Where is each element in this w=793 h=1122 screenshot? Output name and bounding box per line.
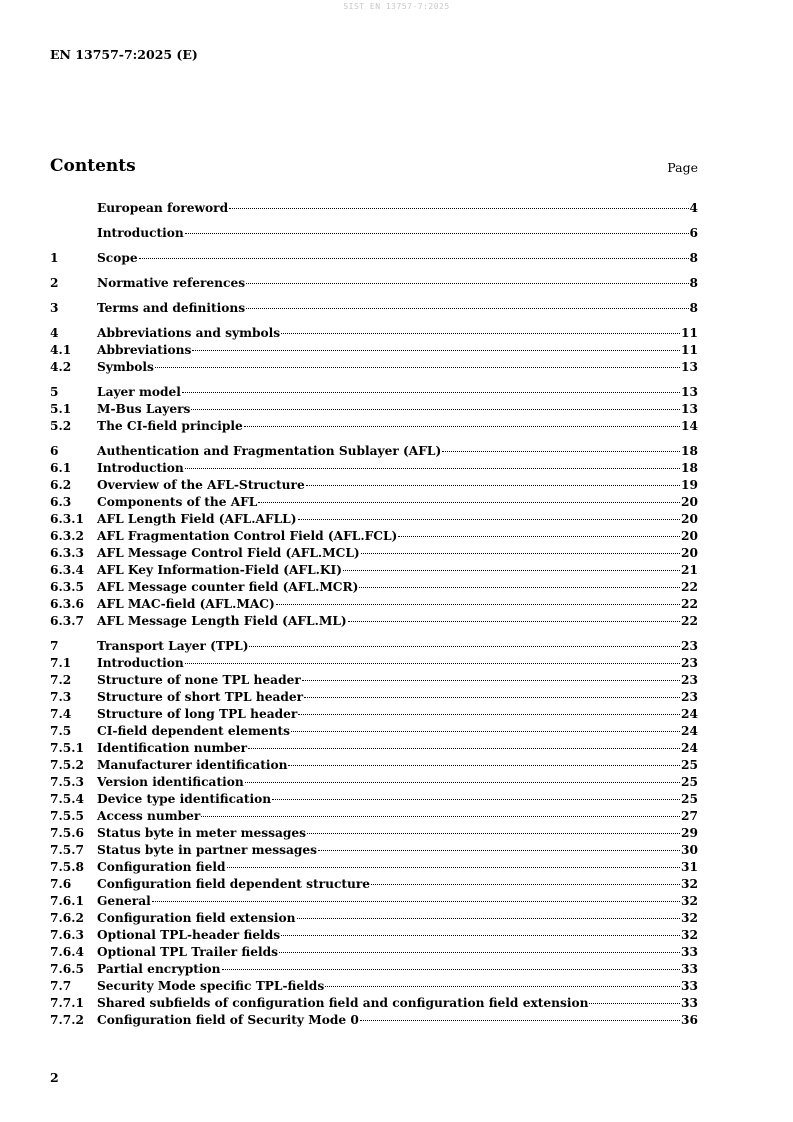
toc-dot-leader	[246, 283, 688, 284]
toc-entry-page[interactable]: 33	[681, 962, 698, 976]
toc-entry-title[interactable]: Transport Layer (TPL)	[97, 639, 249, 653]
toc-entry-page[interactable]: 13	[681, 385, 698, 399]
toc-entry[interactable]	[50, 910, 698, 927]
toc-entry-page[interactable]: 8	[689, 301, 698, 315]
toc-dot-leader	[279, 952, 680, 953]
toc-entry[interactable]	[50, 443, 698, 460]
toc-entry-number: 7.5.5	[50, 809, 84, 823]
toc-dot-leader	[298, 519, 681, 520]
toc-entry[interactable]	[50, 655, 698, 672]
toc-entry[interactable]	[50, 359, 698, 376]
toc-entry-page[interactable]: 22	[681, 614, 698, 628]
toc-entry-number: 6.1	[50, 461, 72, 475]
toc-entry-number: 5.2	[50, 419, 72, 433]
page-column-label: Page	[667, 160, 698, 175]
toc-entry-page[interactable]: 20	[681, 546, 698, 560]
toc-entry-number: 4	[50, 326, 59, 340]
toc-dot-leader	[442, 451, 680, 452]
toc-entry-number: 7.6	[50, 877, 72, 891]
toc-entry-page[interactable]: 23	[681, 690, 698, 704]
toc-entry-page[interactable]: 32	[681, 928, 698, 942]
toc-entry-number: 7.6.3	[50, 928, 84, 942]
toc-entry[interactable]	[50, 250, 698, 267]
toc-entry[interactable]	[50, 528, 698, 545]
toc-dot-leader	[191, 409, 680, 410]
toc-entry-page[interactable]: 33	[681, 996, 698, 1010]
toc-entry-number: 6.3.1	[50, 512, 84, 526]
toc-entry-number: 6.3.6	[50, 597, 84, 611]
toc-entry-title[interactable]: AFL Message Control Field (AFL.MCL)	[97, 546, 360, 560]
toc-entry-title[interactable]: Identification number	[97, 741, 248, 755]
toc-entry-page[interactable]: 32	[681, 877, 698, 891]
toc-entry-number: 7.5.7	[50, 843, 84, 857]
toc-entry-number: 7.6.4	[50, 945, 84, 959]
toc-entry[interactable]	[50, 876, 698, 893]
toc-entry-number: 1	[50, 251, 59, 265]
toc-entry-number: 6.3	[50, 495, 72, 509]
toc-entry-page[interactable]: 4	[689, 201, 698, 215]
toc-entry-page[interactable]: 24	[681, 724, 698, 738]
toc-dot-leader	[229, 208, 688, 209]
toc-dot-leader	[139, 258, 689, 259]
toc-entry[interactable]	[50, 200, 698, 217]
toc-entry-title[interactable]: Manufacturer identification	[97, 758, 288, 772]
toc-entry-number: 6.3.4	[50, 563, 84, 577]
toc-entry-page[interactable]: 25	[681, 775, 698, 789]
toc-entry[interactable]	[50, 757, 698, 774]
toc-entry-number: 5.1	[50, 402, 72, 416]
toc-dot-leader	[298, 714, 680, 715]
toc-entry[interactable]	[50, 418, 698, 435]
toc-entry-title[interactable]: Partial encryption	[97, 962, 221, 976]
toc-dot-leader	[348, 621, 680, 622]
toc-dot-leader	[246, 308, 688, 309]
toc-entry-page[interactable]: 25	[681, 792, 698, 806]
toc-entry-page[interactable]: 8	[689, 251, 698, 265]
toc-entry-title[interactable]: Authentication and Fragmentation Sublayer (AFL)	[97, 444, 442, 458]
toc-entry-number: 7	[50, 639, 59, 653]
toc-dot-leader	[185, 233, 689, 234]
toc-entry-title[interactable]: Introduction	[97, 656, 184, 670]
toc-entry-title[interactable]: Optional TPL-header fields	[97, 928, 281, 942]
toc-entry-title[interactable]: Configuration field	[97, 860, 226, 874]
toc-entry[interactable]	[50, 638, 698, 655]
toc-entry-number: 7.6.5	[50, 962, 84, 976]
toc-entry-title[interactable]: AFL Message counter field (AFL.MCR)	[97, 580, 359, 594]
toc-entry-page[interactable]: 13	[681, 402, 698, 416]
toc-entry-title[interactable]: Structure of short TPL header	[97, 690, 304, 704]
toc-entry[interactable]	[50, 545, 698, 562]
toc-dot-leader	[307, 833, 680, 834]
toc-dot-leader	[281, 935, 680, 936]
toc-entry-number: 7.6.1	[50, 894, 84, 908]
toc-entry[interactable]	[50, 893, 698, 910]
toc-entry[interactable]	[50, 225, 698, 242]
toc-entry-page[interactable]: 23	[681, 656, 698, 670]
toc-dot-leader	[258, 502, 680, 503]
toc-entry-page[interactable]: 36	[681, 1013, 698, 1027]
toc-entry-page[interactable]: 33	[681, 979, 698, 993]
toc-entry[interactable]	[50, 275, 698, 292]
toc-entry-page[interactable]: 21	[681, 563, 698, 577]
toc-entry-title[interactable]: Optional TPL Trailer fields	[97, 945, 279, 959]
toc-entry[interactable]	[50, 706, 698, 723]
toc-entry[interactable]	[50, 325, 698, 342]
contents-title: Contents	[50, 156, 136, 176]
toc-entry-number: 7.5.1	[50, 741, 84, 755]
toc-entry[interactable]	[50, 944, 698, 961]
toc-entry-title[interactable]: Introduction	[97, 461, 184, 475]
toc-entry-page[interactable]: 19	[681, 478, 698, 492]
toc-entry[interactable]	[50, 494, 698, 511]
toc-entry-page[interactable]: 11	[681, 343, 698, 357]
toc-entry-title[interactable]: Access number	[97, 809, 201, 823]
toc-entry-number: 7.2	[50, 673, 72, 687]
toc-entry-title[interactable]: AFL MAC-field (AFL.MAC)	[97, 597, 275, 611]
toc-dot-leader	[155, 367, 680, 368]
toc-dot-leader	[318, 850, 680, 851]
toc-entry[interactable]	[50, 1012, 698, 1029]
toc-entry-page[interactable]: 11	[681, 326, 698, 340]
toc-entry-title[interactable]: European foreword	[97, 201, 229, 215]
toc-dot-leader	[192, 350, 680, 351]
toc-entry-number: 7.1	[50, 656, 72, 670]
toc-entry-title[interactable]: AFL Message Length Field (AFL.ML)	[97, 614, 347, 628]
watermark: SIST EN 13757-7:2025	[343, 2, 450, 11]
toc-entry-page[interactable]: 20	[681, 529, 698, 543]
toc-dot-leader	[304, 697, 680, 698]
toc-entry-number: 6	[50, 444, 59, 458]
toc-entry[interactable]	[50, 995, 698, 1012]
toc-dot-leader	[185, 663, 680, 664]
toc-entry[interactable]	[50, 562, 698, 579]
toc-entry[interactable]	[50, 613, 698, 630]
toc-dot-leader	[371, 884, 680, 885]
toc-entry-title[interactable]: Terms and definitions	[97, 301, 246, 315]
toc-entry-title[interactable]: Configuration field dependent structure	[97, 877, 371, 891]
toc-entry[interactable]	[50, 842, 698, 859]
toc-entry[interactable]	[50, 579, 698, 596]
toc-dot-leader	[359, 587, 680, 588]
toc-entry-page[interactable]: 13	[681, 360, 698, 374]
toc-entry-number: 7.5.3	[50, 775, 84, 789]
table-of-contents	[50, 200, 698, 1029]
toc-dot-leader	[360, 1020, 680, 1021]
toc-entry[interactable]	[50, 689, 698, 706]
toc-entry-title[interactable]: Components of the AFL	[97, 495, 258, 509]
toc-entry[interactable]	[50, 859, 698, 876]
document-id: EN 13757-7:2025 (E)	[50, 47, 198, 62]
toc-entry-number: 6.3.7	[50, 614, 84, 628]
toc-entry-title[interactable]: Abbreviations and symbols	[97, 326, 281, 340]
toc-entry-page[interactable]: 33	[681, 945, 698, 959]
toc-dot-leader	[276, 604, 680, 605]
toc-entry[interactable]	[50, 342, 698, 359]
toc-entry-page[interactable]: 23	[681, 673, 698, 687]
toc-entry-number: 7.7.1	[50, 996, 84, 1010]
toc-entry-number: 7.5.6	[50, 826, 84, 840]
toc-dot-leader	[361, 553, 680, 554]
toc-entry-page[interactable]: 14	[681, 419, 698, 433]
toc-dot-leader	[288, 765, 680, 766]
toc-entry-page[interactable]: 32	[681, 911, 698, 925]
toc-entry[interactable]	[50, 384, 698, 401]
toc-entry-title[interactable]: Device type identification	[97, 792, 272, 806]
toc-entry-number: 6.2	[50, 478, 72, 492]
toc-dot-leader	[272, 799, 680, 800]
toc-entry-number: 7.5.2	[50, 758, 84, 772]
toc-entry-number: 5	[50, 385, 59, 399]
toc-dot-leader	[222, 969, 681, 970]
toc-entry[interactable]	[50, 300, 698, 317]
toc-entry-number: 7.5	[50, 724, 72, 738]
toc-entry[interactable]	[50, 477, 698, 494]
toc-entry-page[interactable]: 24	[681, 741, 698, 755]
toc-entry-title[interactable]: Version identification	[97, 775, 244, 789]
toc-entry-title[interactable]: AFL Key Information-Field (AFL.KI)	[97, 563, 342, 577]
toc-entry-title[interactable]: Status byte in partner messages	[97, 843, 318, 857]
toc-dot-leader	[227, 867, 681, 868]
toc-entry-number: 2	[50, 276, 59, 290]
page-number: 2	[50, 1070, 59, 1085]
toc-entry-number: 7.3	[50, 690, 72, 704]
toc-entry-number: 7.6.2	[50, 911, 84, 925]
toc-entry-number: 7.4	[50, 707, 72, 721]
toc-entry-page[interactable]: 23	[681, 639, 698, 653]
toc-entry-page[interactable]: 31	[681, 860, 698, 874]
toc-entry[interactable]	[50, 723, 698, 740]
toc-entry-page[interactable]: 30	[681, 843, 698, 857]
toc-entry-title[interactable]: AFL Length Field (AFL.AFLL)	[97, 512, 297, 526]
toc-entry-title[interactable]: Structure of none TPL header	[97, 673, 301, 687]
toc-entry-title[interactable]: Abbreviations	[97, 343, 192, 357]
toc-entry-number: 3	[50, 301, 59, 315]
toc-entry-page[interactable]: 8	[689, 276, 698, 290]
toc-entry-title[interactable]: AFL Fragmentation Control Field (AFL.FCL)	[97, 529, 398, 543]
toc-entry-number: 7.5.4	[50, 792, 84, 806]
toc-dot-leader	[343, 570, 680, 571]
toc-dot-leader	[182, 392, 680, 393]
toc-entry-title[interactable]: The CI-field principle	[97, 419, 243, 433]
toc-entry[interactable]	[50, 825, 698, 842]
toc-entry[interactable]	[50, 927, 698, 944]
toc-dot-leader	[281, 333, 680, 334]
toc-dot-leader	[248, 748, 680, 749]
toc-dot-leader	[249, 646, 680, 647]
toc-dot-leader	[201, 816, 680, 817]
toc-entry-title[interactable]: Normative references	[97, 276, 246, 290]
toc-entry-page[interactable]: 29	[681, 826, 698, 840]
toc-dot-leader	[398, 536, 680, 537]
toc-entry-page[interactable]: 22	[681, 597, 698, 611]
toc-entry[interactable]	[50, 808, 698, 825]
toc-entry-title[interactable]: M-Bus Layers	[97, 402, 191, 416]
toc-entry-title[interactable]: Layer model	[97, 385, 181, 399]
toc-entry[interactable]	[50, 774, 698, 791]
toc-entry-number: 6.3.3	[50, 546, 84, 560]
toc-entry-title[interactable]: Security Mode specific TPL-fields	[97, 979, 325, 993]
toc-entry-title[interactable]: Configuration field extension	[97, 911, 296, 925]
toc-dot-leader	[185, 468, 680, 469]
toc-entry-title[interactable]: Introduction	[97, 226, 184, 240]
toc-dot-leader	[325, 986, 680, 987]
toc-entry[interactable]	[50, 978, 698, 995]
toc-entry-title[interactable]: Configuration field of Security Mode 0	[97, 1013, 359, 1027]
toc-dot-leader	[589, 1003, 680, 1004]
toc-entry[interactable]	[50, 401, 698, 418]
toc-entry-title[interactable]: Scope	[97, 251, 138, 265]
toc-dot-leader	[306, 485, 680, 486]
toc-entry[interactable]	[50, 672, 698, 689]
toc-entry[interactable]	[50, 596, 698, 613]
toc-entry-page[interactable]: 20	[681, 512, 698, 526]
toc-entry-title[interactable]: General	[97, 894, 151, 908]
toc-entry-number: 7.5.8	[50, 860, 84, 874]
toc-entry-number: 6.3.5	[50, 580, 84, 594]
toc-entry-title[interactable]: Status byte in meter messages	[97, 826, 306, 840]
toc-entry-number: 7.7.2	[50, 1013, 84, 1027]
toc-entry-title[interactable]: Shared subfields of configuration field and configuration field extension	[97, 996, 589, 1010]
toc-entry[interactable]	[50, 460, 698, 477]
toc-entry-title[interactable]: Overview of the AFL-Structure	[97, 478, 305, 492]
toc-entry-page[interactable]: 27	[681, 809, 698, 823]
toc-entry[interactable]	[50, 740, 698, 757]
toc-entry[interactable]	[50, 791, 698, 808]
toc-entry-number: 4.1	[50, 343, 72, 357]
toc-entry-number: 6.3.2	[50, 529, 84, 543]
toc-dot-leader	[152, 901, 680, 902]
toc-entry-page[interactable]: 24	[681, 707, 698, 721]
toc-dot-leader	[245, 782, 680, 783]
toc-entry-page[interactable]: 32	[681, 894, 698, 908]
toc-entry-number: 4.2	[50, 360, 72, 374]
toc-entry-page[interactable]: 25	[681, 758, 698, 772]
toc-entry-title[interactable]: Structure of long TPL header	[97, 707, 298, 721]
toc-dot-leader	[297, 918, 681, 919]
toc-entry-page[interactable]: 18	[681, 444, 698, 458]
toc-entry-title[interactable]: CI-field dependent elements	[97, 724, 291, 738]
toc-entry[interactable]	[50, 511, 698, 528]
toc-entry-page[interactable]: 20	[681, 495, 698, 509]
toc-entry-number: 7.7	[50, 979, 72, 993]
toc-dot-leader	[302, 680, 680, 681]
toc-entry-page[interactable]: 6	[689, 226, 698, 240]
toc-dot-leader	[291, 731, 680, 732]
toc-entry-page[interactable]: 18	[681, 461, 698, 475]
toc-entry-title[interactable]: Symbols	[97, 360, 154, 374]
toc-entry[interactable]	[50, 961, 698, 978]
toc-dot-leader	[244, 426, 680, 427]
toc-entry-page[interactable]: 22	[681, 580, 698, 594]
